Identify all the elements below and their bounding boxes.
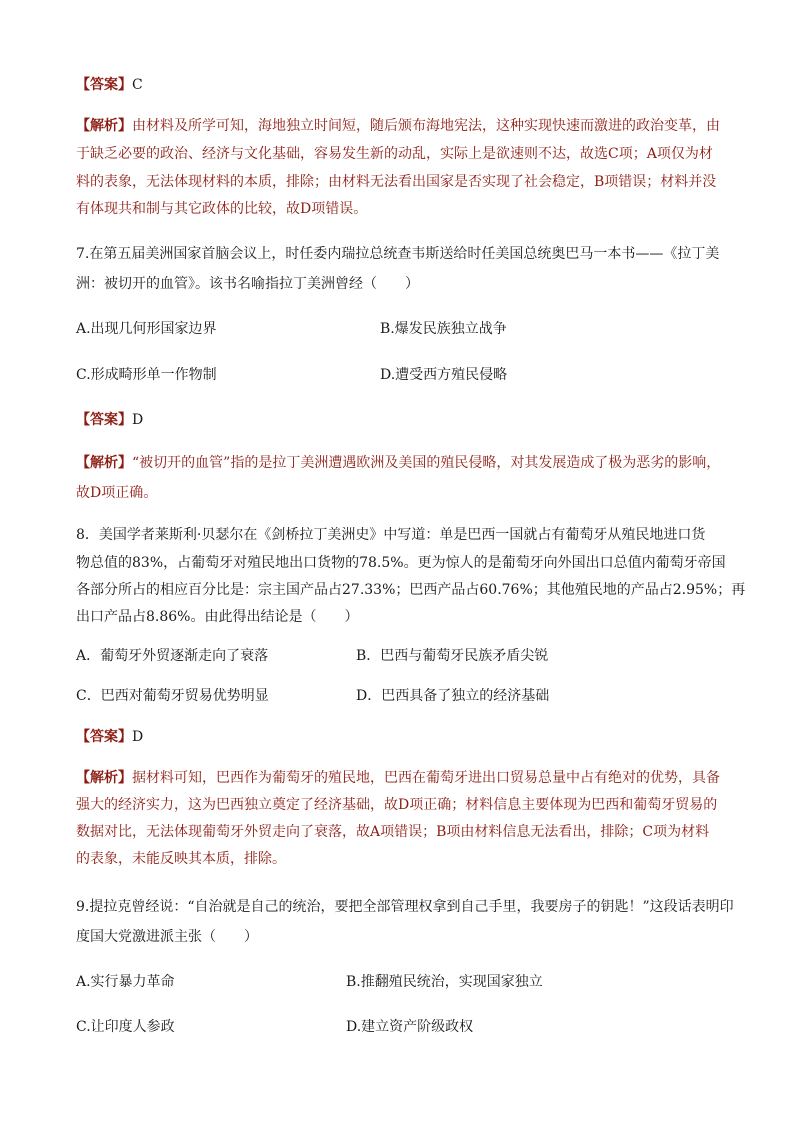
analysis-line [76,118,722,134]
answer-value: D [132,729,144,745]
answer-value: C [132,77,143,93]
option-d: D.遭受西方殖民侵略 [380,367,508,383]
question-text: 度国大党激进派主张（ ） [76,929,258,945]
option-d: D．巴西具备了独立的经济基础 [356,688,550,704]
analysis-text: 据材料可知，巴西作为葡萄牙的殖民地，巴西在葡萄牙进出口贸易总量中占有绝对的优势，具备 [132,770,720,786]
question-text: 9.提拉克曾经说：“自治就是自己的统治，要把全部管理权拿到自己手里，我要房子的钥匙！”这段话表明印 [76,899,734,915]
analysis-text: 料的表象，无法体现材料的本质，排除；由材料无法看出国家是否实现了社会稳定，B项错误；材料并没 [76,174,717,190]
answer-line [76,729,722,745]
answer-line [76,77,722,93]
option-a: A.实行暴力革命 [76,974,175,990]
analysis-text: 数据对比，无法体现葡萄牙外贸走向了衰落，故A项错误；B项由材料信息无法看出，排除；C项为材料 [76,824,710,840]
option-b: B.推翻殖民统治，实现国家独立 [346,974,543,990]
analysis-tag: 【解析】 [76,118,132,134]
question-text: 各部分所占的相应百分比是：宗主国产品占27.33%；巴西产品占60.76%；其他殖民地的产品占2.95%；再 [76,582,746,598]
analysis-text: 有体现共和制与其它政体的比较，故D项错误。 [76,201,368,217]
question-text: 物总值的83%，占葡萄牙对殖民地出口货物的78.5%。更为惊人的是葡萄牙向外国出口总值内葡萄牙帝国 [76,555,726,571]
answer-line [76,412,722,428]
question-text: 洲：被切开的血管》。该书名喻指拉丁美洲曾经（ ） [76,276,419,292]
option-a: A．葡萄牙外贸逐渐走向了衰落 [76,648,269,664]
analysis-line [76,455,722,471]
analysis-text: “被切开的血管”指的是拉丁美洲遭遇欧洲及美国的殖民侵略，对其发展造成了极为恶劣的影响， [132,455,721,471]
analysis-text: 由材料及所学可知，海地独立时间短，随后颁布海地宪法，这种实现快速而激进的政治变革，由 [132,118,720,134]
question-text: 7.在第五届美洲国家首脑会议上，时任委内瑞拉总统查韦斯送给时任美国总统奥巴马一本书——《拉丁美 [76,246,720,262]
option-b: B．巴西与葡萄牙民族矛盾尖锐 [356,648,549,664]
analysis-tag: 【解析】 [76,455,132,471]
option-c: C．巴西对葡萄牙贸易优势明显 [76,688,269,704]
option-c: C.让印度人参政 [76,1019,175,1035]
answer-value: D [132,412,144,428]
analysis-text: 的表象，未能反映其本质，排除。 [76,851,286,867]
answer-tag: 【答案】 [76,77,132,93]
analysis-text: 故D项正确。 [76,485,158,501]
analysis-tag: 【解析】 [76,770,132,786]
option-b: B.爆发民族独立战争 [380,321,507,337]
question-text: 8．美国学者莱斯利·贝瑟尔在《剑桥拉丁美洲史》中写道：单是巴西一国就占有葡萄牙从殖民地进口货 [76,527,706,543]
answer-tag: 【答案】 [76,412,132,428]
analysis-text: 于缺乏必要的政治、经济与文化基础，容易发生新的动乱，实际上是欲速则不达，故选C项；A项仅为材 [76,146,713,162]
analysis-text: 强大的经济实力，这为巴西独立奠定了经济基础，故D项正确；材料信息主要体现为巴西和葡萄牙贸易的 [76,797,718,813]
option-a: A.出现几何形国家边界 [76,321,217,337]
option-d: D.建立资产阶级政权 [346,1019,474,1035]
answer-tag: 【答案】 [76,729,132,745]
analysis-line [76,770,722,786]
option-c: C.形成畸形单一作物制 [76,367,217,383]
question-text: 出口产品占8.86%。由此得出结论是（ ） [76,609,359,625]
